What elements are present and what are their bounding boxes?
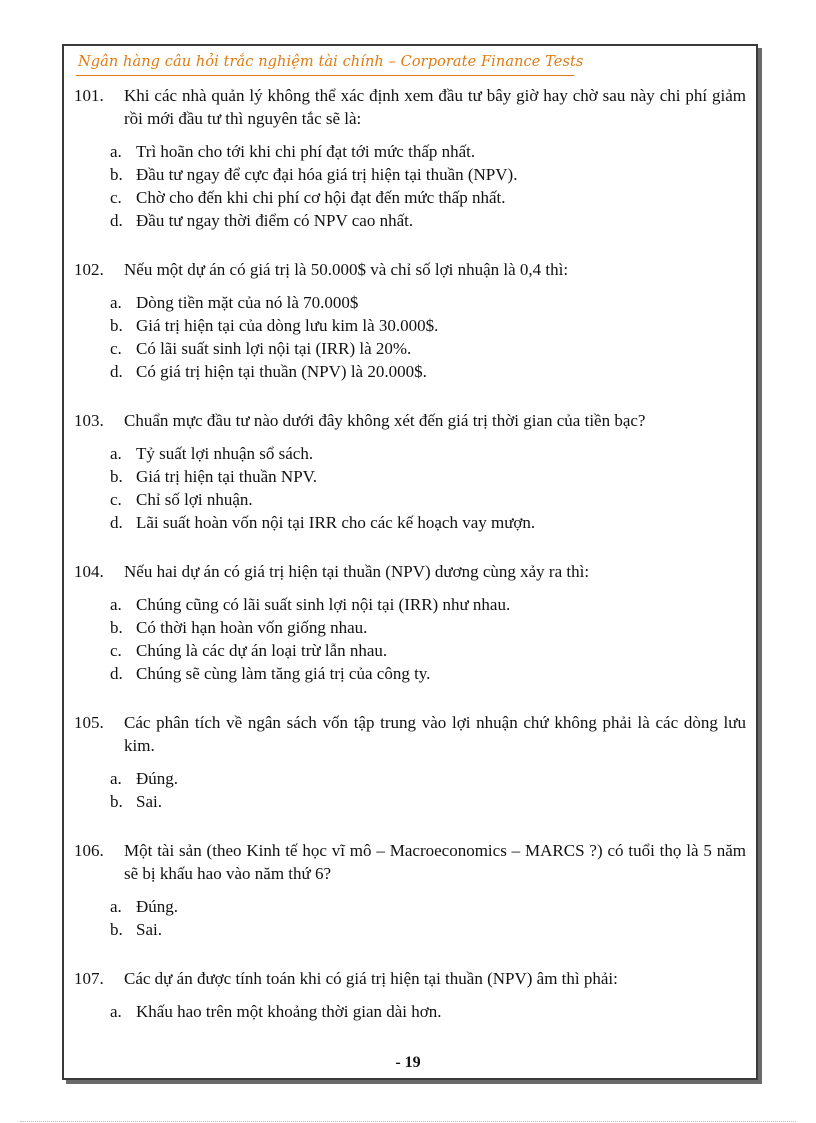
option-letter: c.: [110, 490, 122, 509]
answer-option: [110, 593, 746, 616]
question-103: [74, 409, 746, 534]
option-letter: a.: [110, 1002, 122, 1021]
option-letter: d.: [110, 513, 123, 532]
option-letter: a.: [110, 897, 122, 916]
answer-option: [110, 163, 746, 186]
answer-option: [110, 918, 746, 941]
option-letter: c.: [110, 188, 122, 207]
option-letter: a.: [110, 293, 122, 312]
question-number: 107.: [74, 969, 104, 988]
option-text: Dòng tiền mặt của nó là 70.000$: [136, 293, 359, 312]
option-text: Lãi suất hoàn vốn nội tại IRR cho các kế hoạch vay mượn.: [136, 513, 536, 532]
page-break-rule: [20, 1121, 796, 1122]
question-text: Nếu hai dự án có giá trị hiện tại thuần (NPV) dương cùng xảy ra thì:: [124, 562, 590, 581]
question-number: 106.: [74, 841, 104, 860]
question-text: Nếu một dự án có giá trị là 50.000$ và chỉ số lợi nhuận là 0,4 thì:: [124, 260, 569, 279]
question-number: 101.: [74, 86, 104, 105]
answer-option: [110, 616, 746, 639]
question-text: Một tài sản (theo Kinh tế học vĩ mô – Macroeconomics – MARCS ?) có tuổi thọ là 5 năm sẽ bị khấu hao vào năm thứ 6?: [124, 841, 746, 883]
question-107: [74, 967, 746, 1023]
option-letter: b.: [110, 467, 123, 486]
answer-option: [110, 291, 746, 314]
option-text: Sai.: [136, 920, 162, 939]
answer-option: [110, 790, 746, 813]
answer-option: [110, 314, 746, 337]
answer-option: [110, 1000, 746, 1023]
answer-option: [110, 465, 746, 488]
question-104: [74, 560, 746, 685]
answer-option: [110, 337, 746, 360]
option-text: Có lãi suất sinh lợi nội tại (IRR) là 20%.: [136, 339, 412, 358]
option-text: Chúng là các dự án loại trừ lẫn nhau.: [136, 641, 388, 660]
question-102: [74, 258, 746, 383]
question-106: [74, 839, 746, 941]
option-text: Giá trị hiện tại của dòng lưu kim là 30.000$.: [136, 316, 439, 335]
option-text: Chỉ số lợi nhuận.: [136, 490, 253, 509]
option-text: Đầu tư ngay thời điểm có NPV cao nhất.: [136, 211, 414, 230]
option-letter: a.: [110, 444, 122, 463]
question-list: [74, 84, 746, 1049]
option-text: Đúng.: [136, 897, 179, 916]
option-text: Tỷ suất lợi nhuận sổ sách.: [136, 444, 314, 463]
option-letter: b.: [110, 920, 123, 939]
option-text: Đúng.: [136, 769, 179, 788]
answer-option: [110, 442, 746, 465]
option-text: Khấu hao trên một khoảng thời gian dài hơn.: [136, 1002, 442, 1021]
answer-option: [110, 360, 746, 383]
answer-option: [110, 662, 746, 685]
question-text: Khi các nhà quản lý không thể xác định xem đầu tư bây giờ hay chờ sau này chi phí giảm rồi mới đầu tư thì nguyên tắc sẽ là:: [124, 86, 746, 128]
question-number: 103.: [74, 411, 104, 430]
answer-option: [110, 511, 746, 534]
option-text: Giá trị hiện tại thuần NPV.: [136, 467, 317, 486]
page-number: - 19: [395, 1054, 421, 1071]
option-letter: a.: [110, 142, 122, 161]
option-text: Chúng cũng có lãi suất sinh lợi nội tại (IRR) như nhau.: [136, 595, 511, 614]
question-text: Chuẩn mực đầu tư nào dưới đây không xét đến giá trị thời gian của tiền bạc?: [124, 411, 646, 430]
option-text: Đầu tư ngay để cực đại hóa giá trị hiện tại thuần (NPV).: [136, 165, 518, 184]
answer-option: [110, 639, 746, 662]
answer-option: [110, 209, 746, 232]
option-letter: d.: [110, 664, 123, 683]
option-text: Có thời hạn hoàn vốn giống nhau.: [136, 618, 368, 637]
option-letter: b.: [110, 792, 123, 811]
question-text: Các dự án được tính toán khi có giá trị hiện tại thuần (NPV) âm thì phải:: [124, 969, 618, 988]
question-number: 105.: [74, 713, 104, 732]
answer-option: [110, 895, 746, 918]
answer-option: [110, 186, 746, 209]
running-header: Ngân hàng câu hỏi trắc nghiệm tài chính – Corporate Finance Tests: [78, 54, 584, 70]
answer-option: [110, 767, 746, 790]
option-letter: a.: [110, 595, 122, 614]
option-letter: a.: [110, 769, 122, 788]
option-text: Trì hoãn cho tới khi chi phí đạt tới mức thấp nhất.: [136, 142, 476, 161]
question-number: 102.: [74, 260, 104, 279]
question-101: [74, 84, 746, 232]
option-text: Có giá trị hiện tại thuần (NPV) là 20.000$.: [136, 362, 427, 381]
option-text: Chúng sẽ cùng làm tăng giá trị của công ty.: [136, 664, 431, 683]
question-text: Các phân tích về ngân sách vốn tập trung vào lợi nhuận chứ không phải là các dòng lưu kim.: [124, 713, 746, 755]
option-text: Sai.: [136, 792, 162, 811]
question-105: [74, 711, 746, 813]
option-letter: c.: [110, 339, 122, 358]
option-letter: b.: [110, 165, 123, 184]
option-text: Chờ cho đến khi chi phí cơ hội đạt đến mức thấp nhất.: [136, 188, 506, 207]
option-letter: b.: [110, 618, 123, 637]
answer-option: [110, 488, 746, 511]
answer-option: [110, 140, 746, 163]
option-letter: d.: [110, 211, 123, 230]
question-number: 104.: [74, 562, 104, 581]
option-letter: c.: [110, 641, 122, 660]
option-letter: d.: [110, 362, 123, 381]
header-underline: [76, 75, 574, 76]
option-letter: b.: [110, 316, 123, 335]
